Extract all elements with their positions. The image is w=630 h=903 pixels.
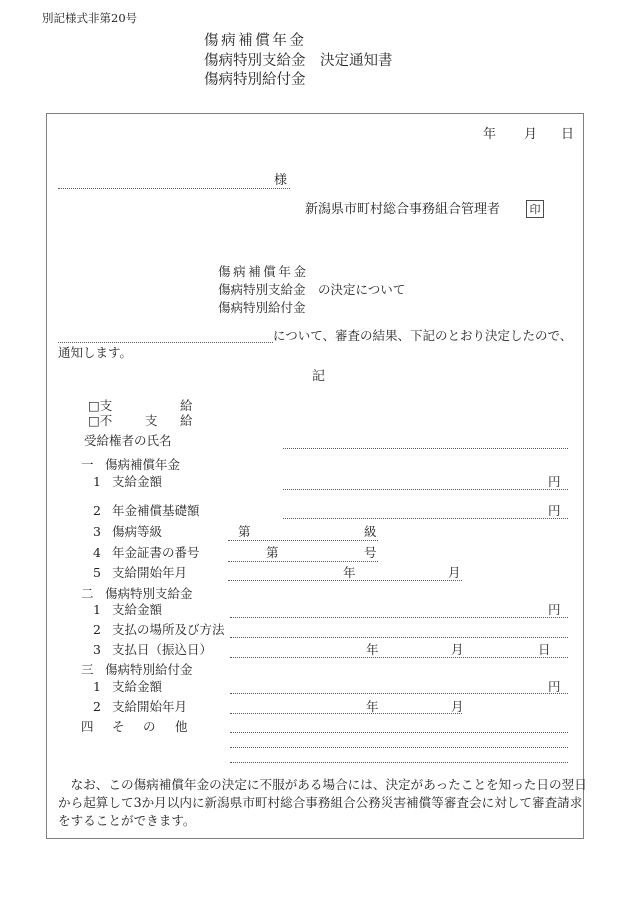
s1-i5-no: 5 [93, 565, 101, 580]
s1-i1-amount-field[interactable] [283, 489, 568, 490]
decision-sentence-2: 通知します。 [58, 345, 133, 360]
record-heading: 記 [312, 369, 326, 384]
section3-number: 三 [81, 662, 94, 677]
s1-i4-prefix: 第 [266, 545, 279, 560]
decision-sentence: について、審査の結果、下記のとおり決定したので、 [273, 328, 573, 343]
section2-title: 傷病特別支給金 [105, 586, 193, 601]
subject-line-2: 傷病特別支給金 の決定について [218, 282, 406, 297]
s1-i4-number-field[interactable] [228, 561, 378, 562]
s1-i4-no: 4 [93, 545, 101, 560]
s1-i2-unit: 円 [548, 503, 561, 518]
s2-i3-no: 3 [93, 642, 101, 657]
seal-icon: 印 [529, 203, 541, 216]
section4-char-1: そ [112, 719, 125, 734]
s2-i3-month: 月 [451, 642, 464, 657]
section4-char-3: 他 [175, 719, 188, 734]
s1-i1-no: 1 [93, 474, 101, 489]
recipient-name-field[interactable] [283, 448, 568, 449]
s1-i5-month: 月 [448, 565, 461, 580]
s3-i2-month: 月 [451, 699, 464, 714]
appeal-note-line-2: から起算して3か月以内に新潟県市町村総合事務組合公務災害補償等審査会に対して審査請求 [58, 795, 583, 810]
pay-checkbox-lead[interactable]: □支 [88, 398, 113, 413]
not-pay-checkbox-lead[interactable]: □不 [88, 413, 113, 428]
s1-i5-start-date-field[interactable] [228, 580, 462, 581]
s1-i3-label: 傷病等級 [112, 524, 163, 539]
other-field-line-3[interactable] [230, 762, 568, 763]
s1-i2-amount-field[interactable] [283, 518, 568, 519]
subject-line-3: 傷病特別給付金 [218, 300, 306, 315]
s1-i3-no: 3 [93, 524, 101, 539]
s3-i2-start-date-field[interactable] [230, 713, 462, 714]
s3-i2-year: 年 [366, 699, 379, 714]
s2-i2-label: 支払の場所及び方法 [112, 622, 225, 637]
s1-i5-label: 支給開始年月 [112, 565, 188, 580]
other-field-line-1[interactable] [230, 732, 568, 733]
seal-box [526, 200, 544, 218]
s1-i2-label: 年金補償基礎額 [112, 503, 200, 518]
form-title-line-3: 傷病特別給付金 [204, 72, 306, 88]
s1-i1-unit: 円 [548, 474, 561, 489]
other-field-line-2[interactable] [230, 747, 568, 748]
s2-i1-label: 支給金額 [112, 602, 163, 617]
section4-number: 四 [81, 719, 94, 734]
s1-i1-label: 支給金額 [112, 474, 163, 489]
date-month-label: 月 [524, 127, 538, 142]
form-title-line-1: 傷病補償年金 [204, 33, 307, 49]
s2-i1-no: 1 [93, 602, 101, 617]
not-pay-checkbox-tail: 給 [180, 413, 193, 428]
issuer-name: 新潟県市町村総合事務組合管理者 [305, 202, 501, 217]
date-day-label: 日 [561, 127, 575, 142]
s3-i1-no: 1 [93, 679, 101, 694]
date-year-label: 年 [483, 127, 497, 142]
s2-i3-year: 年 [366, 642, 379, 657]
subject-line-1: 傷病補償年金 [218, 264, 309, 279]
s2-i3-payment-date-field[interactable] [230, 657, 568, 658]
section2-number: 二 [81, 586, 94, 601]
section1-number: 一 [81, 457, 94, 472]
s2-i3-label: 支払日（振込日） [112, 642, 213, 657]
decision-target-field[interactable] [58, 342, 273, 343]
recipient-name-label: 受給権者の氏名 [84, 433, 172, 448]
addressee-name-field[interactable] [58, 188, 290, 189]
section1-title: 傷病補償年金 [105, 457, 181, 472]
not-pay-checkbox-mid: 支 [145, 413, 158, 428]
form-title-line-2: 傷病特別支給金 決定通知書 [204, 53, 393, 69]
s1-i4-suffix: 号 [364, 545, 377, 560]
s2-i2-place-method-field[interactable] [230, 637, 568, 638]
s2-i2-no: 2 [93, 622, 101, 637]
s1-i3-prefix: 第 [238, 524, 251, 539]
s3-i1-unit: 円 [548, 679, 561, 694]
s1-i3-grade-field[interactable] [228, 540, 378, 541]
s3-i2-label: 支給開始年月 [112, 699, 188, 714]
form-number: 別記様式非第20号 [42, 11, 138, 25]
s3-i1-amount-field[interactable] [230, 693, 568, 694]
s1-i4-label: 年金証書の番号 [112, 545, 200, 560]
s2-i1-amount-field[interactable] [230, 617, 568, 618]
s1-i5-year: 年 [343, 565, 356, 580]
s2-i1-unit: 円 [548, 602, 561, 617]
addressee-honorific: 様 [274, 173, 288, 188]
s2-i3-day: 日 [538, 642, 551, 657]
pay-checkbox-tail: 給 [180, 398, 193, 413]
s1-i3-suffix: 級 [364, 524, 377, 539]
appeal-note-line-3: をすることができます。 [58, 813, 196, 828]
appeal-note-line-1: なお、この傷病補償年金の決定に不服がある場合には、決定があったことを知った日の翌日 [58, 777, 587, 792]
section4-char-2: の [143, 719, 156, 734]
section3-title: 傷病特別給付金 [105, 662, 193, 677]
s1-i2-no: 2 [93, 503, 101, 518]
s3-i1-label: 支給金額 [112, 679, 163, 694]
s3-i2-no: 2 [93, 699, 101, 714]
